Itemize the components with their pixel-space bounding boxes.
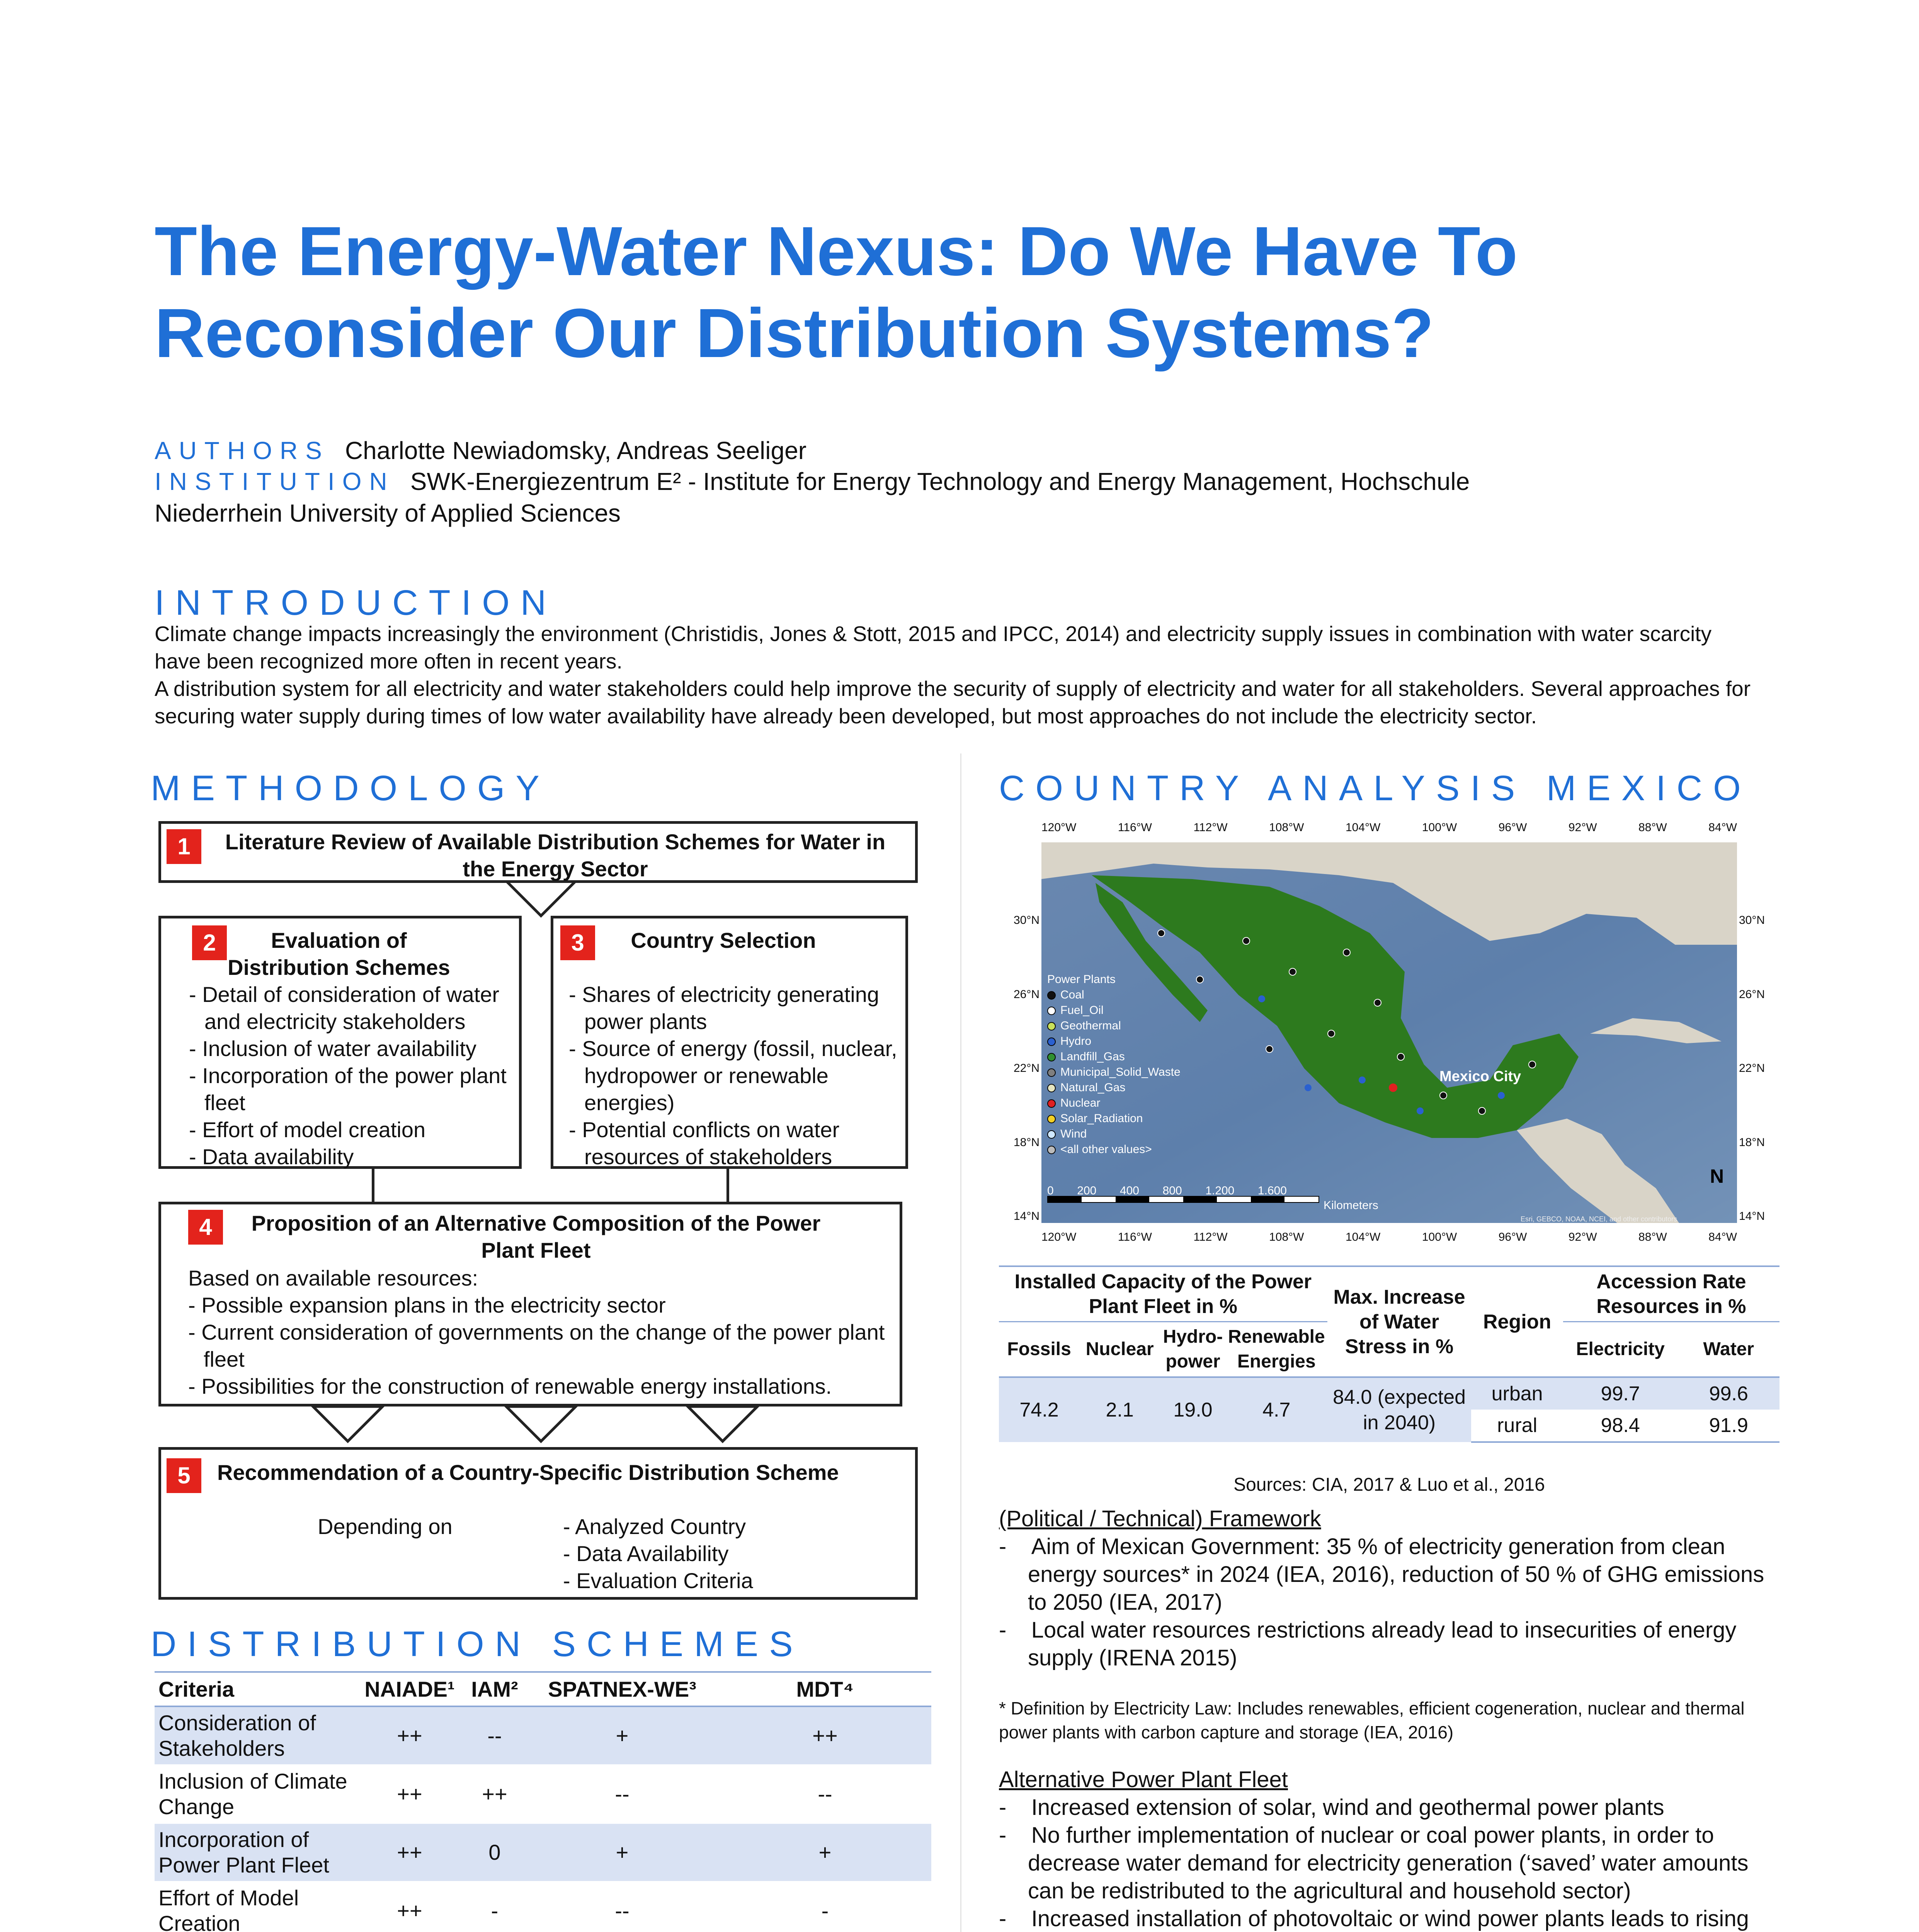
list-item: - Increased extension of solar, wind and geothermal power plants xyxy=(999,1795,1664,1820)
legend-marker-icon xyxy=(1047,1053,1056,1061)
table-header-row xyxy=(155,1672,931,1706)
introduction-p2: A distribution system for all electricity and water stakeholders could help improve the security of supply of electricity and water for all stakeholders. Several approaches for securing water supply during times of low water availability have already been developed, but most approaches do not include the electricity sector. xyxy=(155,677,1751,728)
cell: -- xyxy=(719,1765,931,1823)
introduction-heading: INTRODUCTION xyxy=(155,583,557,622)
box4-intro: Based on available resources: xyxy=(188,1266,478,1290)
legend-label: Natural_Gas xyxy=(1060,1081,1126,1094)
method-box-1 xyxy=(158,821,918,883)
col-mdt: MDT⁴ xyxy=(719,1672,931,1706)
cell-water: 99.6 xyxy=(1678,1377,1779,1410)
north-arrow-icon: N xyxy=(1710,1165,1724,1187)
legend-label: Fuel_Oil xyxy=(1060,1004,1104,1017)
arrow-1-down xyxy=(502,877,580,920)
introduction-text xyxy=(155,620,1758,730)
box3-title: Country Selection xyxy=(631,928,816,952)
cell-water-stress: 84.0 (expected in 2040) xyxy=(1327,1377,1472,1442)
city-label: Mexico City xyxy=(1439,1068,1521,1085)
step-number-1: 1 xyxy=(167,829,201,864)
box4-item: - Possible expansion plans in the electricity sector xyxy=(188,1293,666,1317)
legend-title: Power Plants xyxy=(1047,973,1116,986)
cell: Inclusion of Climate Change xyxy=(155,1765,356,1823)
list-item-text: Increased installation of photovoltaic or wind power plants leads to rising xyxy=(1031,1906,1749,1931)
box4-item: - Current consideration of governments on the change of the power plant fleet xyxy=(188,1320,885,1371)
lon-label: 100°W xyxy=(1422,821,1457,834)
lon-label: 88°W xyxy=(1638,1231,1667,1243)
legend-marker-icon xyxy=(1047,1022,1056,1031)
lon-label: 96°W xyxy=(1498,1231,1527,1243)
connector-3-4 xyxy=(726,1167,729,1206)
cell: ++ xyxy=(356,1823,464,1882)
lon-label: 108°W xyxy=(1269,1231,1304,1243)
cell-nuclear: 2.1 xyxy=(1079,1377,1160,1442)
legend-item xyxy=(1047,1095,1181,1111)
cell: + xyxy=(526,1706,719,1765)
lat-labels-right xyxy=(1739,914,1778,1223)
step-number-5: 5 xyxy=(167,1458,201,1493)
lon-label: 92°W xyxy=(1568,821,1597,834)
cell: + xyxy=(526,1823,719,1882)
lon-label: 120°W xyxy=(1041,1231,1077,1243)
lat-label: 14°N xyxy=(1013,1210,1039,1223)
table-header-row xyxy=(999,1266,1779,1322)
authors-line xyxy=(155,435,1778,466)
cell-hydro: 19.0 xyxy=(1160,1377,1226,1442)
cell: ++ xyxy=(356,1706,464,1765)
cell-region: rural xyxy=(1471,1410,1563,1442)
list-item: - No further implementation of nuclear or coal power plants, in order to decrease water demand for electricity generation (‘saved’ water amounts can be redistributed to the agricultural and household sector) xyxy=(999,1823,1749,1903)
arrow-4-down-right xyxy=(684,1403,761,1445)
cell: Effort of Model Creation xyxy=(155,1882,356,1932)
col-naiade: NAIADE¹ xyxy=(356,1672,464,1706)
methodology-heading: METHODOLOGY xyxy=(151,769,550,808)
box4-list xyxy=(188,1265,891,1400)
table-row xyxy=(155,1765,931,1823)
sub-header: Fossils xyxy=(999,1322,1079,1378)
authors: Charlotte Newiadomsky, Andreas Seeliger xyxy=(345,437,806,464)
map-legend xyxy=(1047,972,1181,1157)
lat-label: 30°N xyxy=(1013,914,1039,927)
cell: - xyxy=(719,1882,931,1932)
box4-title: Proposition of an Alternative Composition of the Power Plant Fleet xyxy=(251,1211,821,1262)
box5-item: - Data Availability xyxy=(563,1541,729,1566)
connector-2-4 xyxy=(372,1167,374,1206)
col-criteria: Criteria xyxy=(155,1672,356,1706)
legend-label: Wind xyxy=(1060,1128,1087,1140)
lat-label: 22°N xyxy=(1739,1062,1765,1075)
lon-labels-bottom xyxy=(1041,1231,1737,1244)
cell: ++ xyxy=(356,1765,464,1823)
sub-header: Nuclear xyxy=(1079,1322,1160,1378)
cell: Consideration of Stakeholders xyxy=(155,1706,356,1765)
fleet-section xyxy=(999,1766,1787,1932)
lon-label: 104°W xyxy=(1345,821,1381,834)
authors-label: AUTHORS xyxy=(155,437,330,464)
legend-label: Hydro xyxy=(1060,1035,1092,1048)
legend-item xyxy=(1047,1080,1181,1095)
legend-item xyxy=(1047,1065,1181,1080)
box2-item: - Effort of model creation xyxy=(189,1117,426,1142)
list-item: - Local water resources restrictions already lead to insecurities of energy supply (IRENA 2015) xyxy=(999,1617,1737,1670)
cell: ++ xyxy=(464,1765,526,1823)
box3-item: - Shares of electricity generating power plants xyxy=(569,982,880,1034)
lon-label: 120°W xyxy=(1041,821,1077,834)
legend-item xyxy=(1047,987,1181,1003)
legend-marker-icon xyxy=(1047,1007,1056,1015)
cell: + xyxy=(719,1823,931,1882)
method-box-3 xyxy=(551,916,908,1169)
cell: - xyxy=(464,1882,526,1932)
box5-list xyxy=(563,1513,872,1594)
box1-title: Literature Review of Available Distribution Schemes for Water in the Energy Sector xyxy=(225,830,886,881)
mexico-map xyxy=(999,817,1779,1250)
col-iam: IAM² xyxy=(464,1672,526,1706)
legend-label: Solar_Radiation xyxy=(1060,1112,1143,1125)
lon-label: 84°W xyxy=(1708,1231,1737,1243)
legend-item xyxy=(1047,1003,1181,1018)
list-item: - Aim of Mexican Government: 35 % of electricity generation from clean energy sources* in 2024 (IEA, 2016), reduction of 50 % of GHG emissions to 2050 (IEA, 2017) xyxy=(999,1534,1764,1615)
lon-labels-top xyxy=(1041,821,1737,834)
framework-section xyxy=(999,1505,1787,1672)
box2-item: - Inclusion of water availability xyxy=(189,1036,476,1061)
lon-label: 112°W xyxy=(1193,1231,1228,1243)
scale-label: 200 xyxy=(1077,1184,1097,1197)
arrow-4-down-left xyxy=(309,1403,386,1445)
header-access: Accession Rate Resources in % xyxy=(1563,1266,1779,1322)
lon-label: 108°W xyxy=(1269,821,1304,834)
lon-label: 84°W xyxy=(1708,821,1737,834)
box2-item: - Detail of consideration of water and electricity stakeholders xyxy=(189,982,500,1034)
country-heading: COUNTRY ANALYSIS MEXICO xyxy=(999,769,1752,808)
cell-fossils: 74.2 xyxy=(999,1377,1079,1442)
distribution-heading: DISTRIBUTION SCHEMES xyxy=(151,1624,804,1664)
legend-label: Landfill_Gas xyxy=(1060,1050,1125,1063)
sub-header: Electricity xyxy=(1563,1322,1678,1378)
box3-item: - Potential conflicts on water resources of stakeholders xyxy=(569,1117,840,1169)
legend-marker-icon xyxy=(1047,1099,1056,1108)
legend-marker-icon xyxy=(1047,1084,1056,1092)
header-region: Region xyxy=(1471,1266,1563,1377)
scale-label: 0 xyxy=(1047,1184,1054,1197)
legend-marker-icon xyxy=(1047,1146,1056,1154)
cell-electricity: 99.7 xyxy=(1563,1377,1678,1410)
lon-label: 116°W xyxy=(1118,1231,1152,1243)
legend-label: Nuclear xyxy=(1060,1097,1101,1109)
legend-item xyxy=(1047,1142,1181,1157)
step-number-4: 4 xyxy=(188,1210,223,1245)
lat-label: 30°N xyxy=(1739,914,1765,927)
box5-item: - Evaluation Criteria xyxy=(563,1568,753,1593)
column-divider xyxy=(960,753,961,1932)
table-row xyxy=(155,1882,931,1932)
method-box-5 xyxy=(158,1447,918,1600)
box2-list xyxy=(189,981,514,1170)
lat-label: 26°N xyxy=(1739,988,1765,1001)
sub-header: Water xyxy=(1678,1322,1779,1378)
scale-labels xyxy=(1047,1184,1287,1197)
cell: ++ xyxy=(356,1882,464,1932)
step-number-3: 3 xyxy=(560,925,595,960)
box5-left: Depending on xyxy=(318,1514,453,1539)
institution: SWK-Energiezentrum E² - Institute for Energy Technology and Energy Management, Hochschule Niederrhein University of Applied Sciences xyxy=(155,468,1470,527)
cell: -- xyxy=(464,1706,526,1765)
lon-label: 96°W xyxy=(1498,821,1527,834)
legend-item xyxy=(1047,1034,1181,1049)
framework-title: (Political / Technical) Framework xyxy=(999,1506,1321,1531)
introduction-p1: Climate change impacts increasingly the environment (Christidis, Jones & Stott, 2015 and IPCC, 2014) and electricity supply issues in combination with water scarcity have been recognized more often in recent years. xyxy=(155,622,1712,673)
box2-item: - Data availability xyxy=(189,1145,354,1169)
lat-label: 22°N xyxy=(1013,1062,1039,1075)
list-item: - Increased installation of photovoltaic or wind power plants leads to rising xyxy=(999,1905,1787,1932)
lat-label: 18°N xyxy=(1739,1136,1765,1149)
sub-header: Renewable Energies xyxy=(1226,1322,1327,1378)
cell: -- xyxy=(526,1882,719,1932)
cell: -- xyxy=(526,1765,719,1823)
legend-marker-icon xyxy=(1047,1115,1056,1123)
arrow-4-down-center xyxy=(502,1403,580,1445)
poster-title: The Energy-Water Nexus: Do We Have To Reconsider Our Distribution Systems? xyxy=(155,213,1518,372)
method-box-4 xyxy=(158,1202,902,1406)
col-spatnex: SPATNEX-WE³ xyxy=(526,1672,719,1706)
scale-label: 400 xyxy=(1119,1184,1139,1197)
table-row xyxy=(155,1706,931,1765)
scale-unit: Kilometers xyxy=(1324,1199,1378,1212)
box3-list xyxy=(569,981,901,1170)
legend-label: Geothermal xyxy=(1060,1019,1121,1032)
box5-item: - Analyzed Country xyxy=(563,1514,746,1539)
cell-electricity: 98.4 xyxy=(1563,1410,1678,1442)
legend-item xyxy=(1047,1126,1181,1142)
institution-line xyxy=(155,466,1565,529)
institution-label: INSTITUTION xyxy=(155,468,395,495)
table-row xyxy=(999,1377,1779,1410)
box5-title: Recommendation of a Country-Specific Distribution Scheme xyxy=(217,1460,839,1485)
step-number-2: 2 xyxy=(192,925,227,960)
box4-item: - Possibilities for the construction of renewable energy installations. xyxy=(188,1374,832,1398)
lon-label: 112°W xyxy=(1193,821,1228,834)
cell: ++ xyxy=(719,1706,931,1765)
distribution-table xyxy=(155,1671,931,1932)
box2-title: Evaluation of Distribution Schemes xyxy=(228,928,450,980)
box2-item: - Incorporation of the power plant fleet xyxy=(189,1063,507,1115)
lat-label: 14°N xyxy=(1739,1210,1765,1223)
definition-note: * Definition by Electricity Law: Includes renewables, efficient cogeneration, nuclear and thermal power plants with carbon capture and storage (IEA, 2016) xyxy=(999,1698,1745,1742)
table-sources: Sources: CIA, 2017 & Luo et al., 2016 xyxy=(1233,1475,1545,1495)
scale-label: 800 xyxy=(1162,1184,1182,1197)
legend-label: Coal xyxy=(1060,988,1084,1001)
legend-item xyxy=(1047,1111,1181,1126)
scale-label: 1.600 xyxy=(1257,1184,1287,1197)
cell-water: 91.9 xyxy=(1678,1410,1779,1442)
cell-region: urban xyxy=(1471,1377,1563,1410)
legend-label: Municipal_Solid_Waste xyxy=(1060,1066,1181,1078)
lat-label: 26°N xyxy=(1013,988,1039,1001)
list-item-text: Increased extension of solar, wind and geothermal power plants xyxy=(1031,1795,1664,1820)
lat-labels-left xyxy=(999,914,1039,1223)
lon-label: 88°W xyxy=(1638,821,1667,834)
lon-label: 104°W xyxy=(1345,1231,1381,1243)
cell-renewable: 4.7 xyxy=(1226,1377,1327,1442)
lon-label: 92°W xyxy=(1568,1231,1597,1243)
legend-label: <all other values> xyxy=(1060,1143,1152,1156)
box3-item: - Source of energy (fossil, nuclear, hydropower or renewable energies) xyxy=(569,1036,897,1115)
cell: Incorporation of Power Plant Fleet xyxy=(155,1823,356,1882)
lon-label: 100°W xyxy=(1422,1231,1457,1243)
method-box-2 xyxy=(158,916,522,1169)
list-item-text: No further implementation of nuclear or coal power plants, in order to decrease water demand for electricity generation (‘saved’ water amounts can be redistributed to the agricultural and household sector) xyxy=(1028,1823,1749,1903)
legend-item xyxy=(1047,1049,1181,1065)
legend-item xyxy=(1047,1018,1181,1034)
legend-marker-icon xyxy=(1047,1130,1056,1139)
list-item-text: Aim of Mexican Government: 35 % of electricity generation from clean energy sources* in 2024 (IEA, 2016), reduction of 50 % of GHG emissions to 2050 (IEA, 2017) xyxy=(1028,1534,1764,1615)
table-row xyxy=(155,1823,931,1882)
header-water-stress: Max. Increase of Water Stress in % xyxy=(1327,1266,1472,1377)
legend-marker-icon xyxy=(1047,1068,1056,1077)
header-capacity: Installed Capacity of the Power Plant Fleet in % xyxy=(999,1266,1327,1322)
list-item-text: Local water resources restrictions already lead to insecurities of energy supply (IRENA 2015) xyxy=(1028,1617,1737,1670)
legend-marker-icon xyxy=(1047,1037,1056,1046)
scale-label: 1.200 xyxy=(1205,1184,1235,1197)
lon-label: 116°W xyxy=(1118,821,1152,834)
country-table xyxy=(999,1265,1779,1443)
map-credit: Esri, GEBCO, NOAA, NCEI, and other contributors xyxy=(1521,1215,1677,1223)
sub-header: Hydro-power xyxy=(1160,1322,1226,1378)
fleet-title: Alternative Power Plant Fleet xyxy=(999,1767,1288,1792)
cell: 0 xyxy=(464,1823,526,1882)
legend-marker-icon xyxy=(1047,991,1056,1000)
lat-label: 18°N xyxy=(1013,1136,1039,1149)
